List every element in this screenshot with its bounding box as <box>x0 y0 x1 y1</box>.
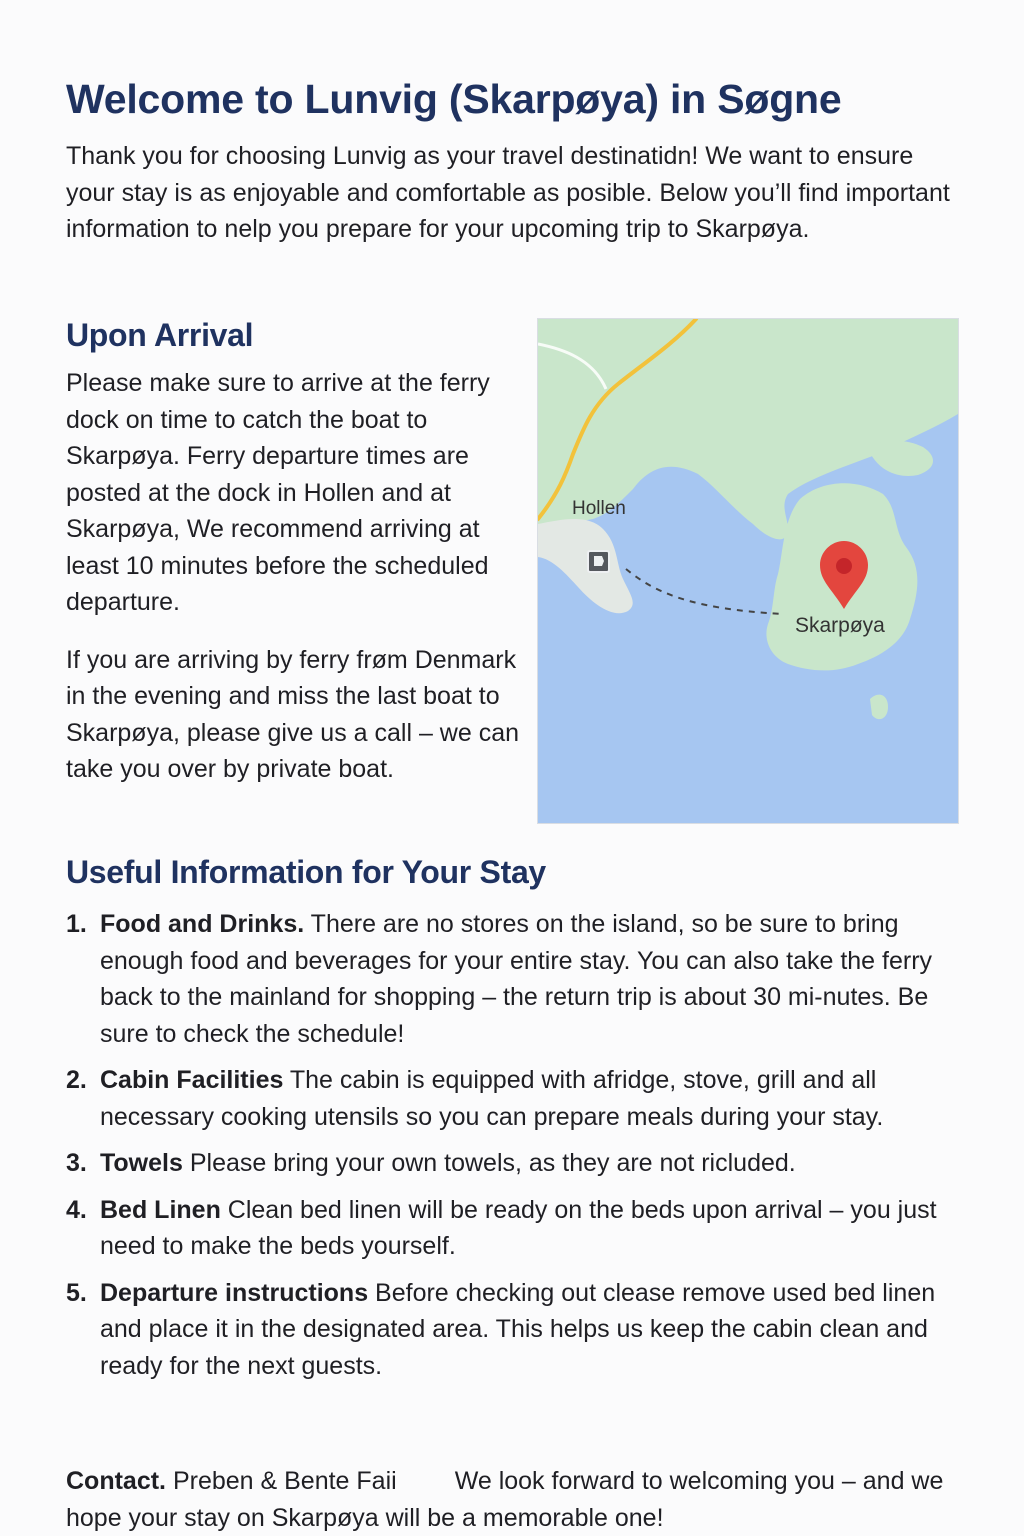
list-number: 4. <box>66 1195 87 1224</box>
list-item <box>66 1275 956 1385</box>
list-number: 1. <box>66 910 87 938</box>
list-item-title: Departure instructions <box>100 1278 369 1307</box>
list-item <box>66 906 956 1052</box>
list-item-title: Bed Linen <box>100 1195 221 1224</box>
document <box>66 72 956 1532</box>
list-item <box>66 1062 956 1135</box>
list-item-title: Towels <box>100 1149 183 1177</box>
map-label-hollen: Hollen <box>572 498 626 519</box>
south-islet <box>870 695 888 720</box>
useful-heading: Useful Information for Your Stay <box>66 854 546 890</box>
intro-paragraph: Thank you for choosing Lunvig as your travel destinatidn! We want to ensure your stay is as enjoyable and comfortable as posible. Below you’ll find important information to nelp you prepare for your upcoming trip to Skarpøya. <box>66 142 950 243</box>
arrival-paragraph-2: If you are arriving by ferry frøm Denmark in the evening and miss the last boat to Skarpøya, please give us a call – we can take you over by private boat. <box>66 645 520 783</box>
list-item-text: The cabin is equipped with afridge, stove, grill and all necessary cooking utensils so you can prepare meals during your stay. <box>100 1066 884 1131</box>
list-item-text: Before checking out clease remove used bed linen and place it in the designated area. This helps us keep the cabin clean and ready for the next guests. <box>100 1278 936 1380</box>
list-number: 5. <box>66 1278 87 1307</box>
list-item-text: Clean bed linen will be ready on the beds upon arrival – you just need to make the beds yourself. <box>100 1195 937 1260</box>
page-title: Welcome to Lunvig (Skarpøya) in Søgne <box>66 76 842 122</box>
arrival-heading: Upon Arrival <box>66 317 254 353</box>
useful-info-section <box>66 852 956 1394</box>
location-pin-dot <box>836 558 852 574</box>
list-item-title: Food and Drinks. <box>100 910 305 938</box>
arrival-section <box>66 315 521 788</box>
dock-icon-glyph <box>594 556 604 566</box>
info-list <box>66 906 956 1384</box>
arrival-paragraph-1: Please make sure to arrive at the ferry dock on time to catch the boat to Skarpøya. Ferry departure times are posted at the dock in Hollen and at Skarpøya, We recommend arriving at least 10 minutes before the scheduled departure. <box>66 369 490 616</box>
contact-label: Contact. <box>66 1467 166 1495</box>
list-item <box>66 1145 956 1182</box>
map-label-skarpoya: Skarpøya <box>795 614 885 637</box>
list-item <box>66 1192 956 1265</box>
list-item-text: There are no stores on the island, so be sure to bring enough food and beverages for your entire stay. You can also take the ferry back to the mainland for shopping – the return trip is about 30 mi-nutes. Be sure to check the schedule! <box>100 910 933 1048</box>
list-number: 2. <box>66 1066 87 1094</box>
list-item-text: Please bring your own towels, as they are not ricluded. <box>182 1149 796 1177</box>
contact-names: Preben & Bente Faii <box>166 1467 397 1495</box>
ferry-route-map <box>537 318 959 824</box>
list-number: 3. <box>66 1149 87 1177</box>
map-canvas <box>538 319 958 823</box>
list-item-title: Cabin Facilities <box>100 1066 284 1094</box>
closing-message: We look forward to welcoming you – and we hope your stay on Skarpøya will be a memorable one! <box>66 1467 944 1532</box>
contact-paragraph <box>66 1463 956 1536</box>
